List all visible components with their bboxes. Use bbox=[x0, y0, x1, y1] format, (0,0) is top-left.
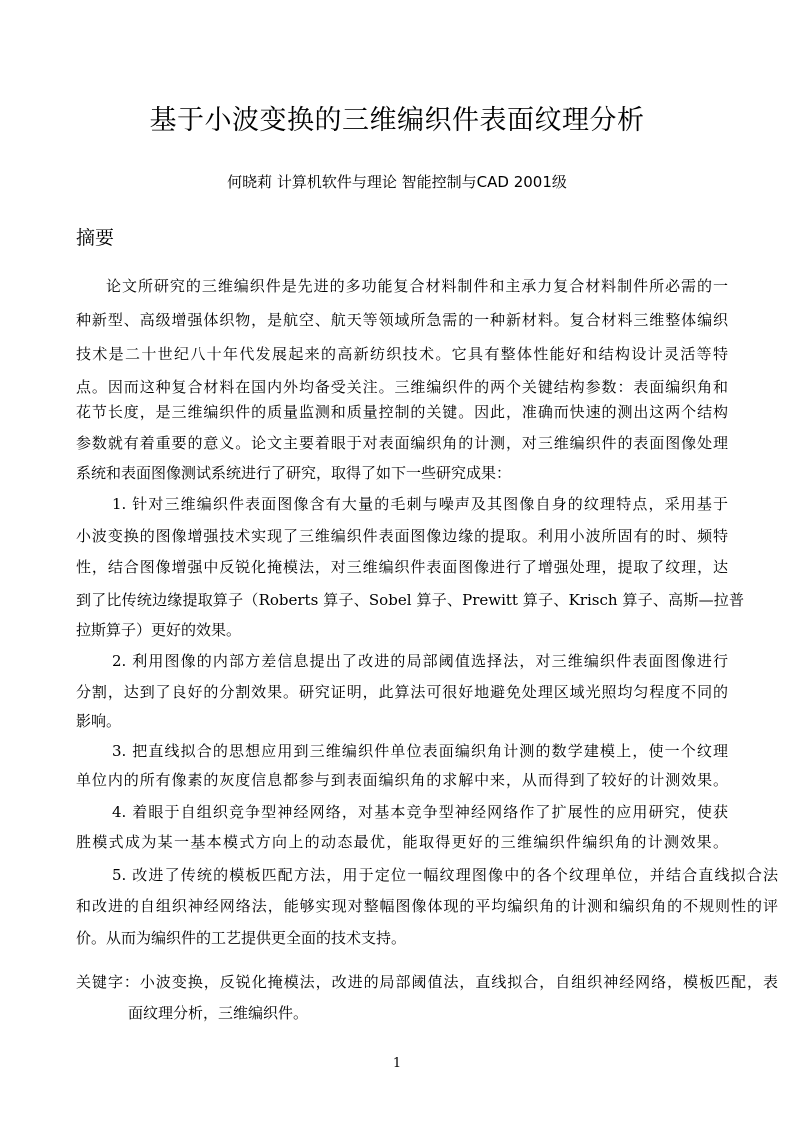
keywords-label: 关键字： bbox=[76, 973, 140, 991]
abstract-line: 4. 着眼于自组织竞争型神经网络，对基本竞争型神经网络作了扩展性的应用研究，使获 bbox=[112, 803, 728, 821]
abstract-line: 种新型、高级增强体织物，是航空、航天等领域所急需的一种新材料。复合材料三维整体编织 bbox=[76, 311, 728, 329]
keywords-line bbox=[76, 972, 778, 992]
abstract-line: 影响。 bbox=[76, 712, 122, 730]
abstract-line: 胜模式成为某一基本模式方向上的动态最优，能取得更好的三维编织件编织角的计测效果。 bbox=[76, 833, 728, 851]
keywords-text: 小波变换，反锐化掩模法，改进的局部阈值法，直线拟合，自组织神经网络，模板匹配，表 bbox=[139, 973, 778, 991]
abstract-line: 分割，达到了良好的分割效果。研究证明，此算法可很好地避免处理区域光照均匀程度不同的 bbox=[76, 683, 728, 701]
abstract-line: 2. 利用图像的内部方差信息提出了改进的局部阈值选择法，对三维编织件表面图像进行 bbox=[112, 652, 728, 670]
abstract-line: 5. 改进了传统的模板匹配方法，用于定位一幅纹理图像中的各个纹理单位，并结合直线拟合法 bbox=[112, 866, 778, 884]
keywords-continuation: 面纹理分析，三维编织件。 bbox=[128, 1004, 309, 1022]
abstract-line: 1. 针对三维编织件表面图像含有大量的毛刺与噪声及其图像自身的纹理特点，采用基于 bbox=[112, 495, 728, 513]
abstract-line: 系统和表面图像测试系统进行了研究，取得了如下一些研究成果： bbox=[76, 464, 512, 482]
author-line: 何晓莉 计算机软件与理论 智能控制与CAD 2001级 bbox=[227, 173, 567, 191]
abstract-line: 到了比传统边缘提取算子（Roberts 算子、Sobel 算子、Prewitt 算子、Krisch 算子、高斯—拉普 bbox=[76, 591, 744, 609]
abstract-line: 参数就有着重要的意义。论文主要着眼于对表面编织角的计测，对三维编织件的表面图像处理 bbox=[76, 434, 728, 452]
abstract-line: 花节长度，是三维编织件的质量监测和质量控制的关键。因此，准确而快速的测出这两个结构 bbox=[76, 403, 728, 421]
abstract-line: 价。从而为编织件的工艺提供更全面的技术支持。 bbox=[76, 929, 407, 947]
paper-title: 基于小波变换的三维编织件表面纹理分析 bbox=[149, 105, 645, 136]
abstract-line: 3. 把直线拟合的思想应用到三维编织件单位表面编织角计测的数学建模上，使一个纹理 bbox=[112, 742, 728, 760]
abstract-line: 论文所研究的三维编织件是先进的多功能复合材料制件和主承力复合材料制件所必需的一 bbox=[106, 277, 728, 295]
abstract-line: 拉斯算子）更好的效果。 bbox=[76, 621, 242, 639]
abstract-heading: 摘要 bbox=[76, 227, 115, 249]
abstract-line: 性，结合图像增强中反锐化掩模法，对三维编织件表面图像进行了增强处理，提取了纹理，达 bbox=[76, 558, 728, 576]
abstract-line: 技术是二十世纪八十年代发展起来的高新纺织技术。它具有整体性能好和结构设计灵活等特 bbox=[76, 345, 728, 363]
abstract-line: 单位内的所有像素的灰度信息都参与到表面编织角的求解中来，从而得到了较好的计测效果。 bbox=[76, 771, 728, 789]
abstract-line: 点。因而这种复合材料在国内外均备受关注。三维编织件的两个关键结构参数：表面编织角和 bbox=[76, 378, 728, 396]
page-number: 1 bbox=[392, 1056, 402, 1071]
abstract-line: 小波变换的图像增强技术实现了三维编织件表面图像边缘的提取。利用小波所固有的时、频特 bbox=[76, 527, 728, 545]
abstract-line: 和改进的自组织神经网络法，能够实现对整幅图像体现的平均编织角的计测和编织角的不规则性的评 bbox=[76, 897, 778, 915]
